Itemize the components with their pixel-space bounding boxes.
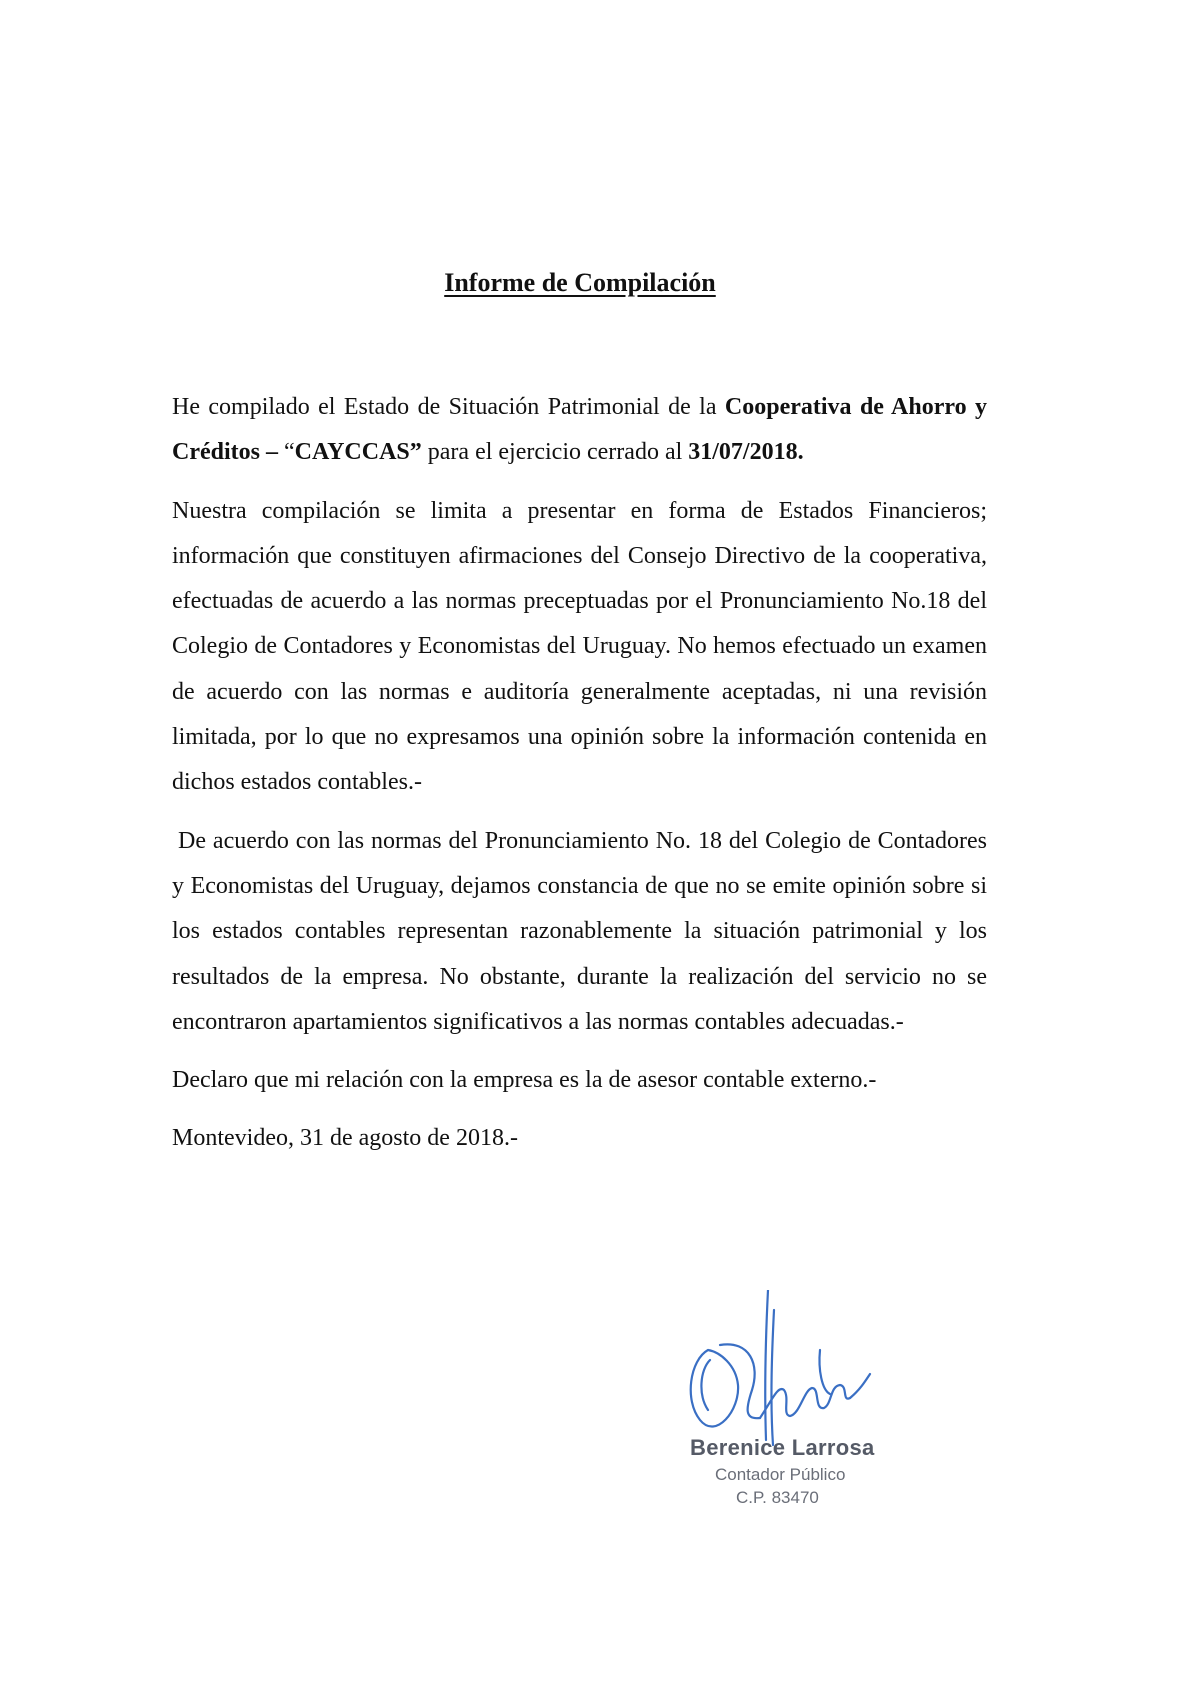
- p1-text-1: He compilado el Estado de Situación Patrimonial de la: [172, 394, 725, 420]
- p1-cooperative-name: Cooperativa de Ahorro y Créditos –: [172, 394, 987, 466]
- document-body: [172, 385, 987, 1175]
- paragraph-scope: Nuestra compilación se limita a presentar en forma de Estados Financieros; información que constituyen afirmaciones del Consejo Directivo de la cooperativa, efectuadas de acuerdo a las normas preceptuadas por el Pronunciamiento No.18 del Colegio de Contadores y Economistas del Uruguay. No hemos efectuado un examen de acuerdo con las normas e auditoría generalmente aceptadas, ni una revisión limitada, por lo que no expresamos una opinión sobre la información contenida en dichos estados contables.-: [172, 497, 987, 796]
- p1-closing-date: 31/07/2018.: [688, 439, 804, 466]
- stamp-name: Berenice Larrosa: [690, 1435, 875, 1460]
- stamp-role: Contador Público: [715, 1465, 846, 1484]
- p1-text-3: para el ejercicio cerrado al: [421, 439, 689, 466]
- p1-text-2: “: [277, 439, 295, 466]
- paragraph-place-date: Montevideo, 31 de agosto de 2018.-: [172, 1125, 518, 1152]
- document-title: Informe de Compilación: [444, 268, 716, 297]
- stamp-id: C.P. 83470: [736, 1488, 819, 1507]
- signature-block: [680, 1290, 910, 1525]
- paragraph-no-opinion: De acuerdo con las normas del Pronunciamiento No. 18 del Colegio de Contadores y Economistas del Uruguay, dejamos constancia de que no se emite opinión sobre si los estados contables representan razonablemente la situación patrimonial y los resultados de la empresa. No obstante, durante la realización del servicio no se encontraron apartamientos significativos a las normas contables adecuadas.-: [172, 827, 987, 1035]
- paragraph-compilation-statement: [172, 385, 987, 476]
- paragraph-relationship: Declaro que mi relación con la empresa es la de asesor contable externo.-: [172, 1067, 877, 1094]
- p1-acronym: CAYCCAS”: [294, 439, 422, 466]
